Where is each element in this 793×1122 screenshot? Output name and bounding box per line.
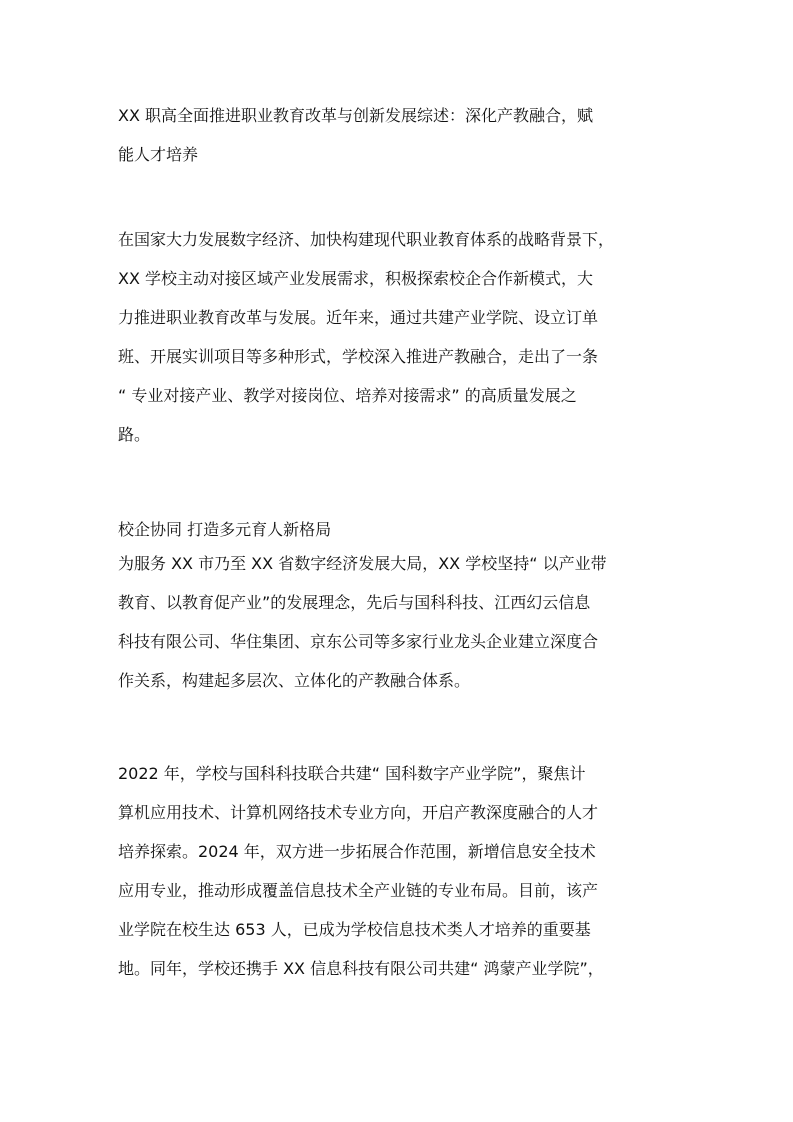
section2-line: 算机应用技术、计算机网络技术专业方向，开启产教深度融合的人才 bbox=[118, 803, 599, 822]
section1-line: 为服务 XX 市乃至 XX 省数字经济发展大局，XX 学校坚持“ 以产业带 bbox=[118, 554, 607, 573]
section-paragraph-2 bbox=[118, 754, 686, 988]
section2-line: 2022 年，学校与国科科技联合共建“ 国科数字产业学院”，聚焦计 bbox=[118, 764, 586, 783]
section2-line: 地。同年，学校还携手 XX 信息科技有限公司共建“ 鸿蒙产业学院”， bbox=[118, 959, 604, 978]
section2-line: 应用专业，推动形成覆盖信息技术全产业链的专业布局。目前，该产 bbox=[118, 881, 599, 900]
section-paragraph-1 bbox=[118, 544, 686, 700]
intro-paragraph bbox=[118, 220, 686, 454]
document-title bbox=[118, 96, 686, 174]
intro-line: 路。 bbox=[118, 425, 151, 444]
section2-line: 业学院在校生达 653 人，已成为学校信息技术类人才培养的重要基 bbox=[118, 920, 591, 939]
intro-line: XX 学校主动对接区域产业发展需求，积极探索校企合作新模式，大 bbox=[118, 269, 594, 288]
section1-line: 科技有限公司、华住集团、京东公司等多家行业龙头企业建立深度合 bbox=[118, 632, 599, 651]
intro-line: “ 专业对接产业、教学对接岗位、培养对接需求” 的高质量发展之 bbox=[118, 386, 577, 405]
intro-line: 班、开展实训项目等多种形式，学校深入推进产教融合，走出了一条 bbox=[118, 347, 599, 366]
section-heading-text: 校企协同 打造多元育人新格局 bbox=[118, 520, 332, 539]
section2-line: 培养探索。2024 年，双方进一步拓展合作范围，新增信息安全技术 bbox=[118, 842, 596, 861]
section1-line: 作关系，构建起多层次、立体化的产教融合体系。 bbox=[118, 671, 471, 690]
intro-line: 力推进职业教育改革与发展。近年来，通过共建产业学院、设立订单 bbox=[118, 308, 599, 327]
section1-line: 教育、以教育促产业”的发展理念，先后与国科科技、江西幻云信息 bbox=[118, 593, 591, 612]
title-line: 能人才培养 bbox=[118, 145, 199, 164]
intro-line: 在国家大力发展数字经济、加快构建现代职业教育体系的战略背景下， bbox=[118, 230, 615, 249]
title-line: XX 职高全面推进职业教育改革与创新发展综述：深化产教融合，赋 bbox=[118, 106, 594, 125]
